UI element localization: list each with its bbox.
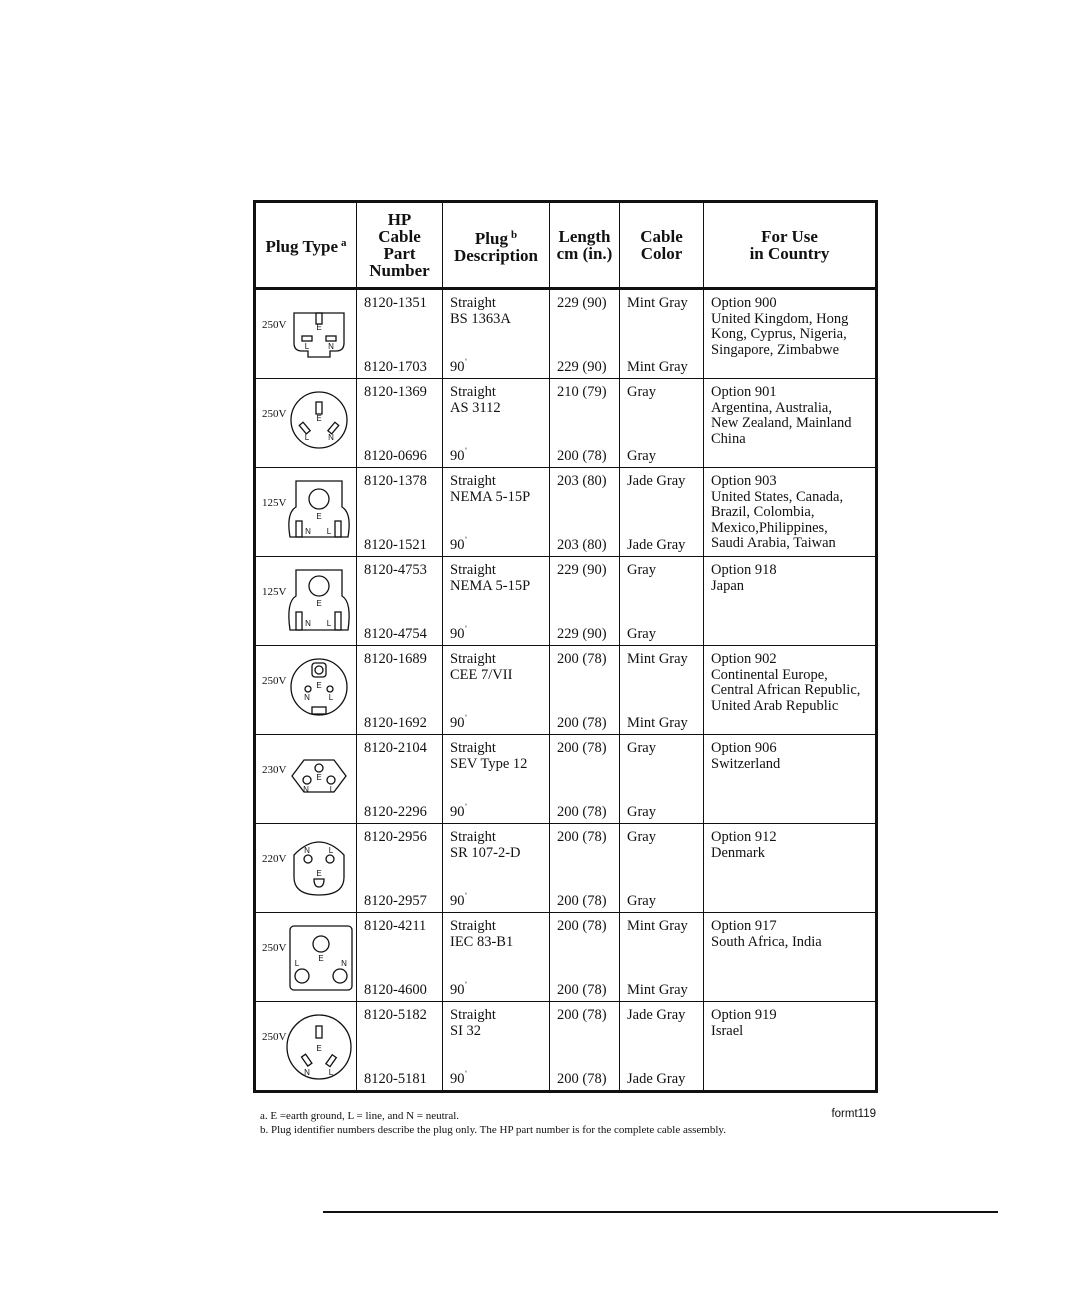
header-length: Length cm (in.) xyxy=(550,202,620,289)
plug-type-cell xyxy=(255,824,357,913)
header-country: For Use in Country xyxy=(704,202,877,289)
country-line: Argentina, Australia, xyxy=(711,399,832,416)
svg-text:N: N xyxy=(328,342,334,351)
part-number-90: 8120-4600 xyxy=(364,981,427,998)
sev-type-12-plug-icon xyxy=(282,741,356,819)
table-row xyxy=(255,1002,877,1092)
cable-color-cell xyxy=(620,735,704,824)
part-number-straight: 8120-4753 xyxy=(364,562,427,578)
svg-text:L: L xyxy=(294,959,300,968)
voltage-label: 230V xyxy=(262,764,287,776)
description-angle: 90 xyxy=(450,1070,465,1087)
length-straight: 229 (90) xyxy=(557,295,607,311)
country-line: Option 900 xyxy=(711,295,777,311)
part-number-cell xyxy=(357,824,443,913)
length-cell xyxy=(550,289,620,379)
cable-color-cell xyxy=(620,824,704,913)
length-straight: 229 (90) xyxy=(557,562,607,578)
description-straight: Straight xyxy=(450,295,496,311)
length-90: 229 (90) xyxy=(557,625,607,642)
description-angle: 90 xyxy=(450,981,465,998)
color-90: Mint Gray xyxy=(627,714,688,731)
length-90: 229 (90) xyxy=(557,358,607,375)
part-number-cell xyxy=(357,289,443,379)
svg-text:E: E xyxy=(316,1044,322,1053)
part-number-straight: 8120-1351 xyxy=(364,295,427,311)
length-cell xyxy=(550,646,620,735)
plug-description-cell xyxy=(443,557,550,646)
length-90: 200 (78) xyxy=(557,1070,607,1087)
length-cell xyxy=(550,1002,620,1092)
nema-5-15p-japan-plug-icon xyxy=(282,563,356,641)
plug-identifier: SEV Type 12 xyxy=(450,755,528,772)
header-plug-type: Plug Type $^a$ xyxy=(255,202,357,289)
part-number-cell xyxy=(357,735,443,824)
description-straight: Straight xyxy=(450,1007,496,1023)
cable-color-cell xyxy=(620,1002,704,1092)
length-straight: 200 (78) xyxy=(557,829,607,845)
length-90: 203 (80) xyxy=(557,536,607,553)
voltage-label: 250V xyxy=(262,408,287,420)
svg-text:N: N xyxy=(305,527,311,536)
plug-description-cell xyxy=(443,379,550,468)
part-number-cell xyxy=(357,646,443,735)
color-straight: Gray xyxy=(627,829,656,845)
description-straight: Straight xyxy=(450,918,496,934)
as3112-plug-icon xyxy=(282,385,356,463)
country-line: Option 903 xyxy=(711,473,777,489)
color-90: Jade Gray xyxy=(627,1070,686,1087)
part-number-90: 8120-1521 xyxy=(364,536,427,553)
svg-text:L: L xyxy=(304,433,310,442)
description-straight: Straight xyxy=(450,473,496,489)
description-straight: Straight xyxy=(450,384,496,400)
svg-text:N: N xyxy=(328,433,334,442)
country-line: China xyxy=(711,430,746,447)
length-cell xyxy=(550,824,620,913)
svg-text:L: L xyxy=(304,342,310,351)
header-hp-part-number: HP Cable Part Number xyxy=(357,202,443,289)
length-cell xyxy=(550,468,620,557)
country-line: Japan xyxy=(711,577,745,594)
color-straight: Jade Gray xyxy=(627,1007,686,1023)
color-90: Jade Gray xyxy=(627,536,686,553)
plug-identifier: SI 32 xyxy=(450,1022,482,1039)
plug-identifier: BS 1363A xyxy=(450,310,511,327)
country-line: Option 917 xyxy=(711,918,777,934)
cee-7-vii-plug-icon xyxy=(282,652,356,730)
country-cell xyxy=(704,557,877,646)
plug-identifier: IEC 83-B1 xyxy=(450,933,514,950)
degree-symbol: ˚ xyxy=(464,357,468,367)
part-number-90: 8120-2957 xyxy=(364,892,427,909)
svg-text:E: E xyxy=(316,869,322,878)
plug-identifier: CEE 7/VII xyxy=(450,666,513,683)
country-line: United Kingdom, Hong xyxy=(711,310,849,327)
voltage-label: 125V xyxy=(262,497,287,509)
svg-text:N: N xyxy=(304,1068,310,1077)
part-number-90: 8120-0696 xyxy=(364,447,427,464)
length-straight: 210 (79) xyxy=(557,384,607,400)
length-90: 200 (78) xyxy=(557,803,607,820)
country-cell xyxy=(704,289,877,379)
svg-text:N: N xyxy=(305,619,311,628)
plug-identifier: AS 3112 xyxy=(450,399,501,416)
svg-text:N: N xyxy=(304,693,310,702)
description-straight: Straight xyxy=(450,740,496,756)
country-line: New Zealand, Mainland xyxy=(711,415,852,431)
country-cell xyxy=(704,824,877,913)
svg-text:E: E xyxy=(316,512,322,521)
color-90: Mint Gray xyxy=(627,981,688,998)
description-angle: 90 xyxy=(450,536,465,553)
svg-text:N: N xyxy=(304,846,310,855)
header-plug-description: Plug $^b$ Description xyxy=(443,202,550,289)
voltage-label: 250V xyxy=(262,1031,287,1043)
degree-symbol: ˚ xyxy=(464,713,468,723)
country-line: Continental Europe, xyxy=(711,666,828,683)
country-cell xyxy=(704,379,877,468)
cable-color-cell xyxy=(620,289,704,379)
part-number-90: 8120-1692 xyxy=(364,714,427,731)
country-line: Kong, Cyprus, Nigeria, xyxy=(711,326,847,342)
plug-type-cell xyxy=(255,468,357,557)
color-90: Gray xyxy=(627,892,656,909)
length-cell xyxy=(550,735,620,824)
country-line: Option 901 xyxy=(711,384,777,400)
svg-text:E: E xyxy=(316,599,322,608)
country-line: United Arab Republic xyxy=(711,697,839,714)
table-row xyxy=(255,646,877,735)
plug-description-cell xyxy=(443,468,550,557)
country-line: United States, Canada, xyxy=(711,488,844,505)
color-straight: Gray xyxy=(627,740,656,756)
plug-type-cell xyxy=(255,646,357,735)
svg-text:E: E xyxy=(316,414,322,423)
plug-description-cell xyxy=(443,646,550,735)
voltage-label: 250V xyxy=(262,319,287,331)
country-line: Saudi Arabia, Taiwan xyxy=(711,535,836,551)
table-row xyxy=(255,824,877,913)
part-number-straight: 8120-1369 xyxy=(364,384,427,400)
description-straight: Straight xyxy=(450,651,496,667)
description-angle: 90 xyxy=(450,714,465,731)
part-number-straight: 8120-5182 xyxy=(364,1007,427,1023)
part-number-cell xyxy=(357,379,443,468)
svg-text:E: E xyxy=(318,954,324,963)
table-row xyxy=(255,557,877,646)
length-90: 200 (78) xyxy=(557,981,607,998)
country-line: Option 902 xyxy=(711,651,777,667)
cable-color-cell xyxy=(620,557,704,646)
color-straight: Mint Gray xyxy=(627,295,688,311)
country-cell xyxy=(704,646,877,735)
table-row xyxy=(255,379,877,468)
table-row xyxy=(255,735,877,824)
length-straight: 200 (78) xyxy=(557,1007,607,1023)
color-90: Mint Gray xyxy=(627,358,688,375)
degree-symbol: ˚ xyxy=(464,891,468,901)
description-angle: 90 xyxy=(450,358,465,375)
plug-identifier: NEMA 5-15P xyxy=(450,488,531,505)
length-cell xyxy=(550,557,620,646)
country-cell xyxy=(704,735,877,824)
cable-color-cell xyxy=(620,646,704,735)
table-row xyxy=(255,913,877,1002)
svg-text:L: L xyxy=(329,785,335,794)
svg-text:E: E xyxy=(316,773,322,782)
country-line: Mexico,Philippines, xyxy=(711,519,828,536)
page-rule xyxy=(323,1211,998,1213)
degree-symbol: ˚ xyxy=(464,1069,468,1079)
part-number-90: 8120-1703 xyxy=(364,358,427,375)
table-row xyxy=(255,289,877,379)
description-straight: Straight xyxy=(450,829,496,845)
description-angle: 90 xyxy=(450,892,465,909)
svg-text:L: L xyxy=(328,1068,334,1077)
color-straight: Gray xyxy=(627,562,656,578)
part-number-cell xyxy=(357,557,443,646)
length-cell xyxy=(550,379,620,468)
length-straight: 200 (78) xyxy=(557,651,607,667)
voltage-label: 250V xyxy=(262,675,287,687)
voltage-label: 250V xyxy=(262,942,287,954)
header-cable-color: Cable Color xyxy=(620,202,704,289)
table-header-row xyxy=(255,202,877,289)
part-number-straight: 8120-2104 xyxy=(364,740,427,756)
part-number-90: 8120-2296 xyxy=(364,803,427,820)
plug-description-cell xyxy=(443,824,550,913)
description-straight: Straight xyxy=(450,562,496,578)
svg-text:N: N xyxy=(341,959,347,968)
country-cell xyxy=(704,913,877,1002)
degree-symbol: ˚ xyxy=(464,802,468,812)
description-angle: 90 xyxy=(450,803,465,820)
si-32-plug-icon xyxy=(282,1008,356,1086)
plug-type-cell xyxy=(255,379,357,468)
svg-text:L: L xyxy=(326,527,332,536)
svg-text:N: N xyxy=(303,785,309,794)
country-line: Option 912 xyxy=(711,829,777,845)
plug-description-cell xyxy=(443,735,550,824)
color-straight: Jade Gray xyxy=(627,473,686,489)
length-straight: 200 (78) xyxy=(557,740,607,756)
svg-text:E: E xyxy=(316,681,322,690)
color-straight: Gray xyxy=(627,384,656,400)
plug-type-cell xyxy=(255,557,357,646)
footnote-b: b. Plug identifier numbers describe the plug only. The HP part number is for the complete cable assembly. xyxy=(260,1124,726,1136)
part-number-90: 8120-4754 xyxy=(364,625,427,642)
part-number-straight: 8120-1378 xyxy=(364,473,427,489)
svg-text:L: L xyxy=(326,619,332,628)
color-straight: Mint Gray xyxy=(627,651,688,667)
footnote-a: a. E =earth ground, L = line, and N = neutral. xyxy=(260,1110,460,1122)
plug-type-cell xyxy=(255,289,357,379)
country-cell xyxy=(704,468,877,557)
plug-type-cell xyxy=(255,1002,357,1092)
length-straight: 203 (80) xyxy=(557,473,607,489)
length-90: 200 (78) xyxy=(557,714,607,731)
part-number-90: 8120-5181 xyxy=(364,1070,427,1087)
country-line: Option 918 xyxy=(711,562,777,578)
voltage-label: 125V xyxy=(262,586,287,598)
part-number-cell xyxy=(357,913,443,1002)
part-number-cell xyxy=(357,468,443,557)
length-cell xyxy=(550,913,620,1002)
country-line: Switzerland xyxy=(711,755,781,772)
description-angle: 90 xyxy=(450,447,465,464)
part-number-cell xyxy=(357,1002,443,1092)
country-line: Brazil, Colombia, xyxy=(711,504,815,520)
country-line: South Africa, India xyxy=(711,933,822,950)
plug-description-cell xyxy=(443,913,550,1002)
cable-color-cell xyxy=(620,379,704,468)
degree-symbol: ˚ xyxy=(464,535,468,545)
plug-type-cell xyxy=(255,735,357,824)
plug-type-cell xyxy=(255,913,357,1002)
color-90: Gray xyxy=(627,447,656,464)
country-line: Singapore, Zimbabwe xyxy=(711,341,840,358)
length-90: 200 (78) xyxy=(557,892,607,909)
iec-83-b1-plug-icon xyxy=(282,919,356,997)
country-line: Central African Republic, xyxy=(711,682,861,698)
country-line: Denmark xyxy=(711,844,765,861)
country-cell xyxy=(704,1002,877,1092)
footnotes xyxy=(260,1109,876,1137)
color-90: Gray xyxy=(627,625,656,642)
table-row xyxy=(255,468,877,557)
part-number-straight: 8120-1689 xyxy=(364,651,427,667)
cable-color-cell xyxy=(620,468,704,557)
plug-identifier: NEMA 5-15P xyxy=(450,577,531,594)
nema-5-15p-plug-icon xyxy=(282,474,356,552)
length-90: 200 (78) xyxy=(557,447,607,464)
power-cord-table xyxy=(253,200,878,1093)
sr-107-2-d-plug-icon xyxy=(282,830,356,908)
plug-description-cell xyxy=(443,289,550,379)
country-line: Israel xyxy=(711,1022,744,1039)
svg-text:L: L xyxy=(328,846,334,855)
country-line: Option 919 xyxy=(711,1007,777,1023)
svg-text:E: E xyxy=(316,323,322,332)
cable-color-cell xyxy=(620,913,704,1002)
color-90: Gray xyxy=(627,803,656,820)
part-number-straight: 8120-2956 xyxy=(364,829,427,845)
length-straight: 200 (78) xyxy=(557,918,607,934)
form-id: formt119 xyxy=(831,1108,876,1120)
bs1363-plug-icon xyxy=(282,296,356,374)
plug-description-cell xyxy=(443,1002,550,1092)
svg-text:L: L xyxy=(328,693,334,702)
description-angle: 90 xyxy=(450,625,465,642)
color-straight: Mint Gray xyxy=(627,918,688,934)
country-line: Option 906 xyxy=(711,740,777,756)
voltage-label: 220V xyxy=(262,853,287,865)
part-number-straight: 8120-4211 xyxy=(364,918,427,934)
degree-symbol: ˚ xyxy=(464,624,468,634)
plug-identifier: SR 107-2-D xyxy=(450,844,521,861)
degree-symbol: ˚ xyxy=(464,980,468,990)
degree-symbol: ˚ xyxy=(464,446,468,456)
